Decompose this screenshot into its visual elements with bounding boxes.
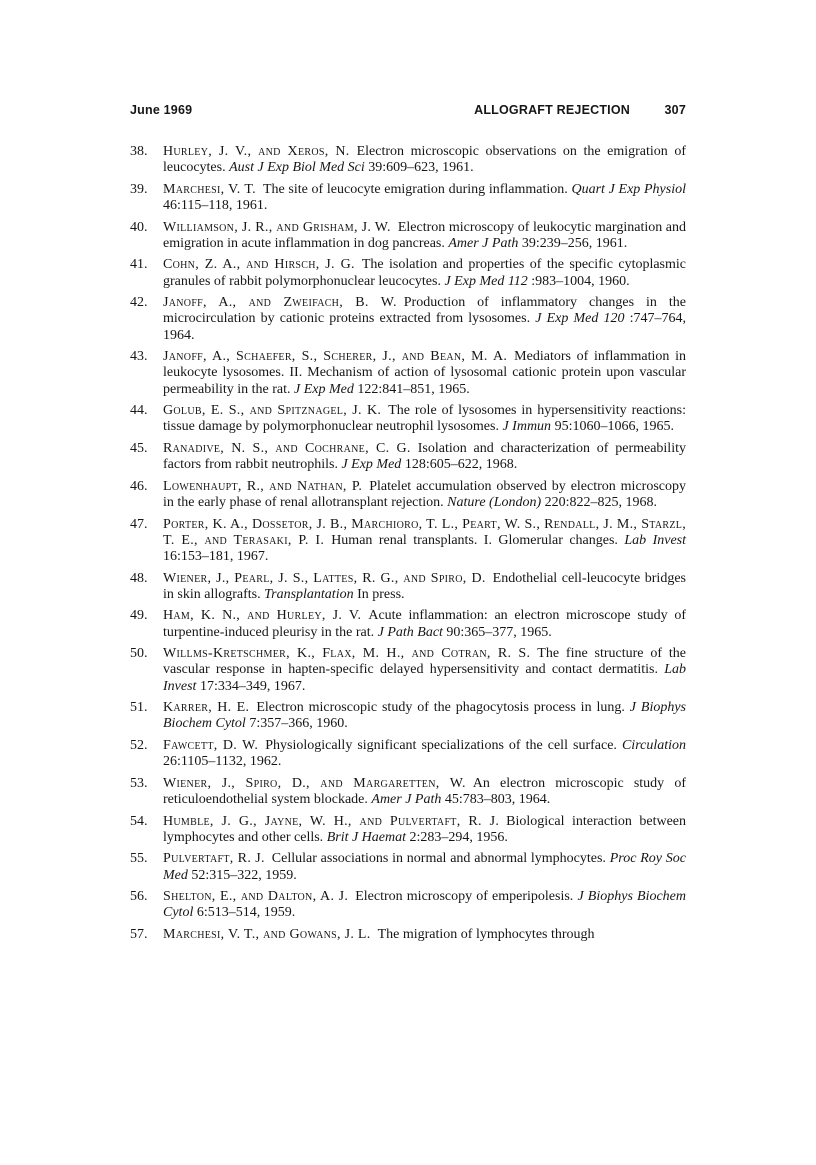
reference-number: 38. [130, 144, 148, 159]
reference-authors: Marchesi, V. T., and Gowans, J. L. [163, 926, 371, 942]
reference-citation: 46:115–118, 1961. [163, 198, 268, 213]
reference-authors: Wiener, J., Pearl, J. S., Lattes, R. G., and Spiro, D. [163, 570, 486, 586]
reference-journal: Circulation [621, 737, 687, 753]
issue-date: June 1969 [130, 103, 193, 117]
reference-citation: 6:513–514, 1959. [196, 905, 296, 921]
reference-authors: Wiener, J., Spiro, D., and Margaretten, W. [163, 775, 466, 791]
reference-number: 43. [130, 349, 148, 365]
reference-entry [130, 182, 686, 214]
reference-authors: Hurley, J. V., and Xeros, N. [163, 144, 350, 159]
reference-authors: Shelton, E., and Dalton, A. J. [163, 889, 349, 905]
reference-journal: J Exp Med [294, 381, 354, 397]
reference-title: The site of leucocyte emigration during inflammation. [262, 181, 568, 197]
reference-citation: 220:822–825, 1968. [544, 494, 658, 510]
reference-journal: Brit J Haemat [326, 829, 407, 845]
reference-entry [130, 700, 686, 732]
reference-title: Electron microscopy of emperipolesis. [355, 889, 574, 905]
reference-entry [130, 776, 686, 808]
reference-citation: 26:1105–1132, 1962. [163, 754, 282, 770]
reference-title: Mediators of inflammation in leukocyte lysosomes. II. Mechanism of action of lysosomal cationic protein upon vascular permeability in the rat. [163, 349, 686, 397]
reference-authors: Willms-Kretschmer, K., Flax, M. H., and Cotran, R. S. [163, 646, 531, 662]
reference-citation: 17:334–349, 1967. [199, 678, 306, 694]
page-number: 307 [664, 103, 686, 117]
reference-journal: J Exp Med 120 [535, 311, 625, 327]
reference-authors: Janoff, A., and Zweifach, B. W. [163, 295, 397, 311]
reference-number: 52. [130, 737, 148, 753]
reference-title: Electron microscopy of leukocytic margination and emigration in acute inflammation in dog pancreas. [163, 219, 687, 251]
running-head [130, 103, 686, 121]
reference-number: 46. [130, 478, 148, 494]
reference-authors: Porter, K. A., Dossetor, J. B., Marchioro, T. L., Peart, W. S., Rendall, J. M., Starzl, T. E., and Terasaki, P. I. [163, 516, 686, 548]
reference-citation: 2:283–294, 1956. [409, 829, 508, 845]
reference-title: Endothelial cell-leucocyte bridges in skin allografts. [163, 570, 686, 602]
reference-title: The role of lysosomes in hypersensitivity reactions: tissue damage by polymorphonuclear neutrophil lysosomes. [163, 403, 687, 435]
reference-entry [130, 851, 686, 883]
reference-number: 54. [130, 813, 148, 829]
reference-authors: Cohn, Z. A., and Hirsch, J. G. [163, 257, 355, 273]
reference-title: Production of inflammatory changes in the microcirculation by cationic proteins extracted from lysosomes. [163, 295, 686, 327]
reference-title: Electron microscopic observations on the emigration of leucocytes. [163, 144, 686, 176]
reference-citation: 122:841–851, 1965. [357, 381, 470, 397]
reference-journal: J Exp Med 112 [444, 273, 528, 289]
reference-number: 57. [130, 926, 148, 942]
reference-number: 55. [130, 851, 148, 867]
reference-journal: Aust J Exp Biol Med Sci [229, 160, 365, 176]
reference-list [130, 144, 686, 949]
reference-entry [130, 889, 686, 921]
reference-journal: J Biophys Biochem Cytol [163, 700, 687, 732]
reference-title: Platelet accumulation observed by electron microscopy in the early phase of renal allotransplant rejection. [163, 478, 686, 510]
reference-citation: :747–764, 1964. [163, 311, 687, 343]
reference-authors: Janoff, A., Schaefer, S., Scherer, J., and Bean, M. A. [163, 349, 508, 365]
reference-citation: 39:609–623, 1961. [368, 160, 474, 176]
reference-journal: J Biophys Biochem Cytol [163, 889, 686, 921]
reference-entry [130, 517, 686, 566]
reference-number: 56. [130, 889, 148, 905]
reference-authors: Golub, E. S., and Spitznagel, J. K. [163, 403, 382, 419]
reference-citation: 45:783–803, 1964. [444, 791, 551, 807]
reference-journal: Proc Roy Soc Med [163, 851, 686, 883]
reference-authors: Pulvertaft, R. J. [163, 851, 265, 867]
reference-entry [130, 479, 686, 511]
reference-citation: 95:1060–1066, 1965. [554, 419, 674, 435]
reference-journal: J Exp Med [341, 457, 402, 473]
reference-journal: Amer J Path [448, 235, 519, 251]
reference-title: Cellular associations in normal and abnormal lymphocytes. [271, 851, 606, 867]
reference-title: Human renal transplants. I. Glomerular changes. [331, 532, 618, 548]
reference-citation: 7:357–366, 1960. [249, 716, 348, 732]
reference-authors: Lowenhaupt, R., and Nathan, P. [163, 478, 363, 494]
reference-entry [130, 220, 686, 252]
reference-entry [130, 144, 686, 176]
reference-number: 50. [130, 646, 148, 662]
reference-entry [130, 927, 686, 943]
reference-title: Isolation and characterization of permeability factors from rabbit neutrophils. [163, 440, 686, 473]
reference-entry [130, 441, 686, 473]
reference-journal: Nature (London) [447, 494, 542, 510]
reference-title: Acute inflammation: an electron microscope study of turpentine-induced pleurisy in the rat. [163, 608, 686, 640]
reference-entry [130, 349, 686, 398]
reference-journal: Transplantation [264, 586, 354, 602]
reference-number: 49. [130, 608, 148, 624]
reference-citation: :983–1004, 1960. [531, 273, 630, 289]
reference-citation: 90:365–377, 1965. [446, 624, 552, 640]
reference-title: The isolation and properties of the specific cytoplasmic granules of rabbit polymorphonuclear leucocytes. [163, 257, 686, 289]
reference-entry [130, 608, 686, 640]
reference-journal: Lab Invest [624, 532, 687, 548]
reference-number: 45. [130, 440, 148, 456]
reference-entry [130, 814, 686, 846]
reference-entry [130, 403, 686, 435]
reference-journal: Quart J Exp Physiol [571, 181, 687, 197]
reference-title: Physiologically significant specializations of the cell surface. [265, 737, 617, 753]
reference-number: 39. [130, 181, 148, 197]
reference-number: 44. [130, 403, 148, 419]
reference-title: Electron microscopic study of the phagocytosis process in lung. [256, 700, 625, 716]
reference-citation: 16:153–181, 1967. [163, 548, 269, 564]
reference-title: The fine structure of the vascular response in hapten-specific delayed hypersensitivity and contact dermatitis. [163, 646, 686, 678]
reference-authors: Ranadive, N. S., and Cochrane, C. G. [163, 440, 411, 456]
reference-authors: Karrer, H. E. [163, 700, 250, 716]
reference-entry [130, 571, 686, 603]
reference-number: 42. [130, 295, 148, 311]
reference-number: 41. [130, 257, 148, 273]
reference-title: Biological interaction between lymphocytes and other cells. [163, 813, 686, 845]
reference-title: The migration of lymphocytes through [377, 926, 595, 942]
reference-number: 48. [130, 570, 148, 586]
reference-number: 53. [130, 775, 148, 791]
reference-entry [130, 738, 686, 770]
reference-authors: Humble, J. G., Jayne, W. H., and Pulvertaft, R. J. [163, 813, 500, 829]
reference-citation: 128:605–622, 1968. [404, 457, 518, 473]
reference-journal: Lab Invest [163, 662, 686, 694]
reference-entry [130, 257, 686, 289]
reference-title: An electron microscopic study of reticuloendothelial system blockade. [163, 775, 686, 807]
reference-citation: 52:315–322, 1959. [191, 867, 297, 883]
reference-number: 47. [130, 516, 148, 532]
reference-authors: Williamson, J. R., and Grisham, J. W. [163, 219, 391, 235]
reference-authors: Ham, K. N., and Hurley, J. V. [163, 608, 362, 624]
reference-citation: In press. [357, 586, 405, 602]
running-title: ALLOGRAFT REJECTION [474, 103, 630, 117]
reference-entry [130, 646, 686, 695]
reference-entry [130, 295, 686, 344]
reference-number: 40. [130, 219, 148, 235]
reference-authors: Fawcett, D. W. [163, 737, 259, 753]
reference-authors: Marchesi, V. T. [163, 181, 256, 197]
reference-journal: J Path Bact [377, 624, 443, 640]
reference-citation: 39:239–256, 1961. [521, 235, 628, 251]
reference-number: 51. [130, 700, 148, 716]
reference-journal: Amer J Path [371, 791, 442, 807]
reference-journal: J Immun [502, 419, 552, 435]
